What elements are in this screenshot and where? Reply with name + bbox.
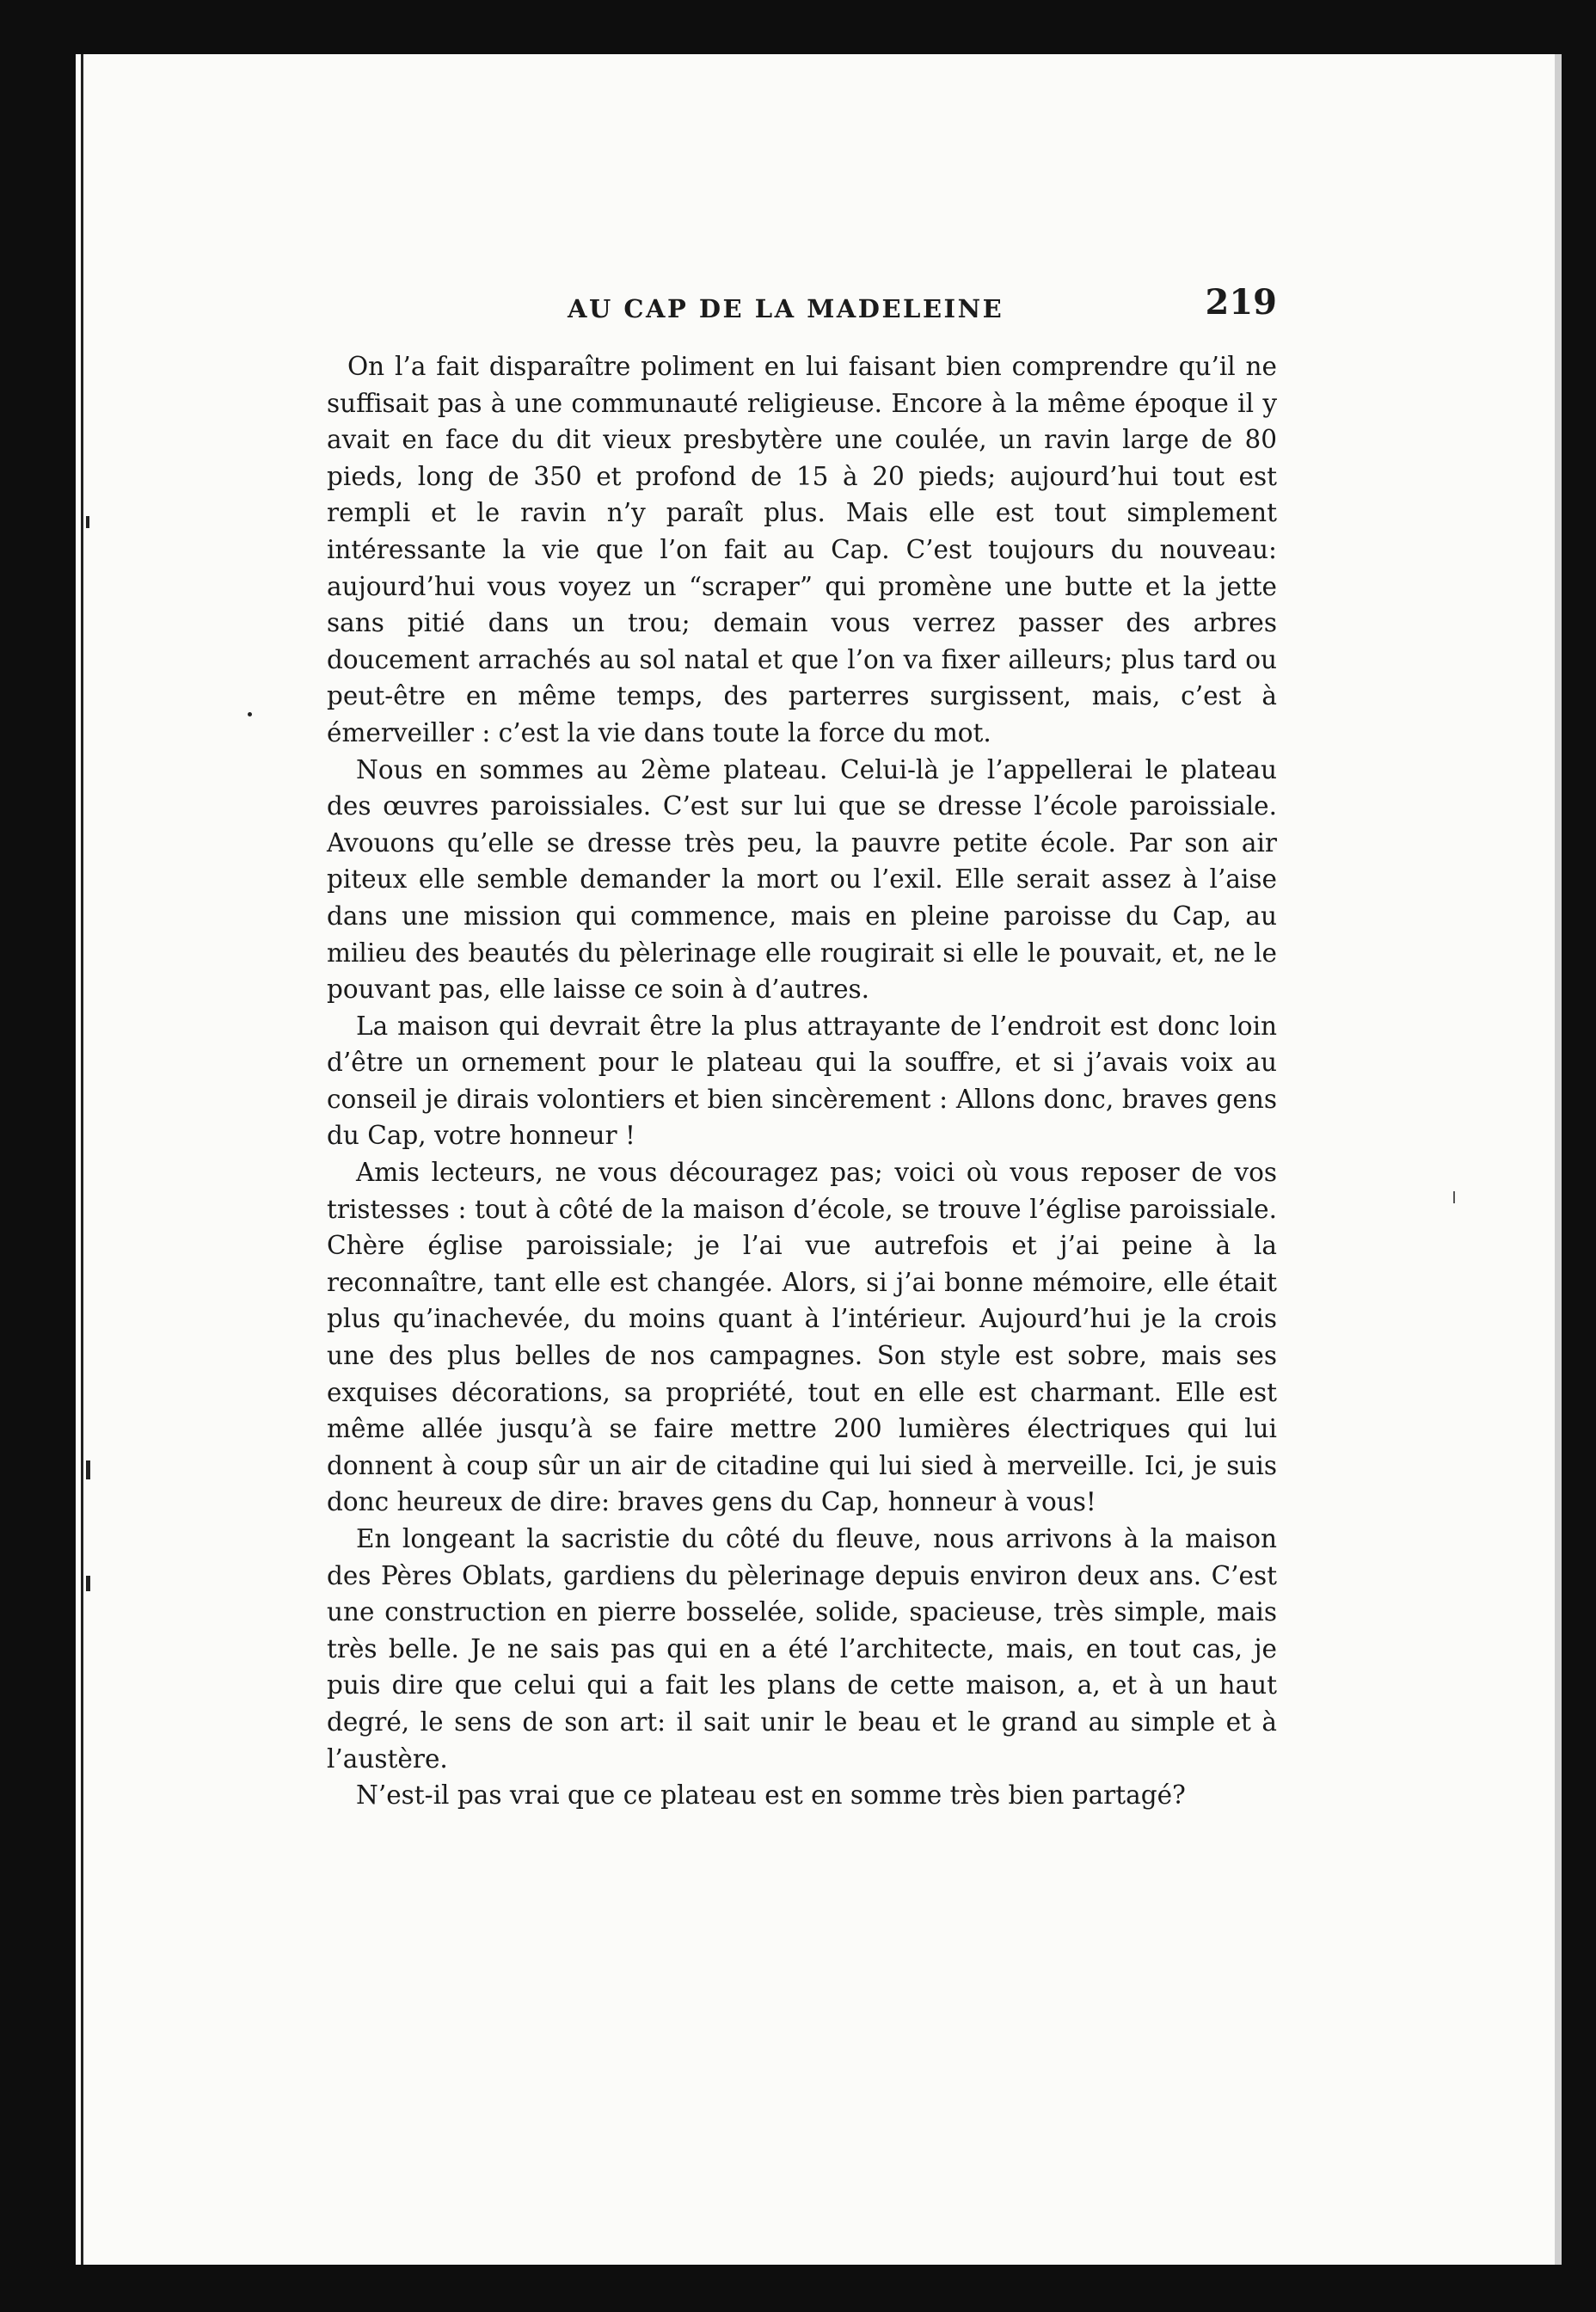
body-text [327,348,1277,1814]
running-head [327,282,1277,334]
page-number: 219 [1205,282,1277,323]
margin-mark [248,712,252,716]
margin-mark [86,1460,90,1479]
page-gutter-line [81,54,83,2265]
paragraph: En longeant la sacristie du côté du fleuve, nous arrivons à la maison des Pères Oblats, gardiens du pèlerinage depuis environ deux ans. C’est une construction en pierre bosselée, solide, spacieuse, très simple, mais très belle. Je ne sais pas qui en a été l’architecte, mais, en tout cas, je puis dire que celui qui a fait les plans de cette maison, a, et à un haut degré, le sens de son art: il sait unir le beau et le grand au simple et à l’austère. [327,1524,1277,1774]
paragraph: On l’a fait disparaître poliment en lui faisant bien comprendre qu’il ne suffisait pas à une communauté religieuse. Encore à la même époque il y avait en face du dit vieux presbytère une coulée, un ravin large de 80 pieds, long de 350 et profond de 15 à 20 pieds; aujourd’hui tout est rempli et le ravin n’y paraît plus. Mais elle est tout simplement intéressante la vie que l’on fait au Cap. C’est toujours du nouveau: aujourd’hui vous voyez un “scraper” qui promène une butte et la jette sans pitié dans un trou; demain vous verrez passer des arbres doucement arrachés au sol natal et que l’on va fixer ailleurs; plus tard ou peut-être en même temps, des parterres surgissent, mais, c’est à émerveiller : c’est la vie dans toute la force du mot. [327,352,1277,747]
running-title: AU CAP DE LA MADELEINE [568,294,1004,323]
paragraph: Amis lecteurs, ne vous découragez pas; voici où vous reposer de vos tristesses : tout à côté de la maison d’école, se trouve l’église paroissiale. Chère église paroissiale; je l’ai vue autrefois et j’ai peine à la reconnaître, tant elle est changée. Alors, si j’ai bonne mémoire, elle était plus qu’inachevée, du moins quant à l’intérieur. Aujourd’hui je la crois une des plus belles de nos campagnes. Son style est sobre, mais ses exquises décorations, sa propriété, tout en elle est charmant. Elle est même allée jusqu’à se faire mettre 200 lumières électriques qui lui donnent à coup sûr un air de citadine qui lui sied à merveille. Ici, je suis donc heureux de dire: braves gens du Cap, honneur à vous! [327,1158,1277,1517]
paragraph: La maison qui devrait être la plus attrayante de l’endroit est donc loin d’être un ornement pour le plateau qui la souffre, et si j’avais voix au conseil je dirais volontiers et bien sincèrement : Allons donc, braves gens du Cap, votre honneur ! [327,1011,1277,1151]
margin-mark [86,516,89,528]
paragraph: Nous en sommes au 2ème plateau. Celui-là je l’appellerai le plateau des œuvres paroissiales. C’est sur lui que se dresse l’école paroissiale. Avouons qu’elle se dresse très peu, la pauvre petite école. Par son air piteux elle semble demander la mort ou l’exil. Elle serait assez à l’aise dans une mission qui commence, mais en pleine paroisse du Cap, au milieu des beautés du pèlerinage elle rougirait si elle le pouvait, et, ne le pouvant pas, elle laisse ce soin à d’autres. [327,754,1277,1005]
margin-mark [86,1576,90,1591]
margin-mark [1453,1191,1455,1203]
paragraph: N’est-il pas vrai que ce plateau est en somme très bien partagé? [356,1780,1186,1811]
page-right-edge [1555,54,1562,2265]
